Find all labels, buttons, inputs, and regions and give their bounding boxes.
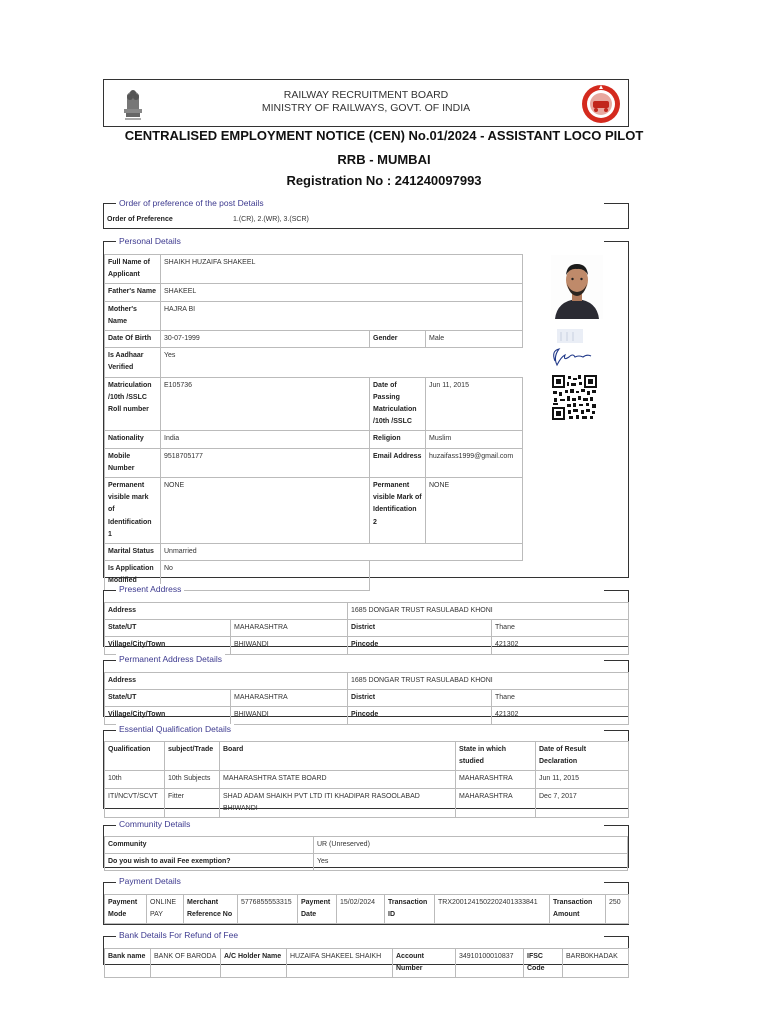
table-row xyxy=(105,544,523,561)
religion-value: Muslim xyxy=(426,431,523,448)
preference-value: 1.(CR), 2.(WR), 3.(SCR) xyxy=(233,216,309,223)
personal-section-title: Personal Details xyxy=(116,236,184,247)
mark2-value: NONE xyxy=(426,478,523,544)
present-state-value: MAHARASHTRA xyxy=(231,620,348,637)
modified-value: No xyxy=(161,561,370,590)
payment-date-value: 15/02/2024 xyxy=(337,895,385,924)
payment-section-title: Payment Details xyxy=(116,876,184,887)
result-date-header: Date of Result Declaration xyxy=(536,742,629,771)
permanent-address-section-title: Permanent Address Details xyxy=(116,654,225,665)
present-state-label: State/UT xyxy=(105,620,231,637)
permanent-address-table xyxy=(104,672,629,725)
qualification-header: Qualification xyxy=(105,742,165,771)
permanent-address-value: 1685 DONGAR TRUST RASULABAD KHONI xyxy=(348,673,629,690)
mark1-label: Permanent visible mark of Identification 1 xyxy=(105,478,161,544)
transaction-amount-value: 250 xyxy=(606,895,629,924)
father-name-value: SHAKEEL xyxy=(161,284,523,301)
holder-name-value: HUZAIFA SHAKEEL SHAIKH xyxy=(287,949,393,978)
preference-label: Order of Preference xyxy=(107,216,173,223)
permanent-state-value: MAHARASHTRA xyxy=(231,690,348,707)
modified-label: Is Application Modified xyxy=(105,561,161,590)
table-row xyxy=(105,949,629,978)
permanent-village-value: BHIWANDI xyxy=(231,707,348,724)
permanent-district-label: District xyxy=(348,690,492,707)
present-address-table xyxy=(104,602,629,655)
payment-date-label: Payment Date xyxy=(298,895,337,924)
board-cell: MAHARASHTRA STATE BOARD xyxy=(220,771,456,788)
subject-header: subject/Trade xyxy=(165,742,220,771)
qualification-table xyxy=(104,741,629,818)
empty-cell xyxy=(370,561,523,590)
board-name: RAILWAY RECRUITMENT BOARD xyxy=(283,89,449,101)
fee-exemption-value: Yes xyxy=(314,854,628,871)
mark2-label: Permanent visible Mark of Identification 2 xyxy=(370,478,426,544)
fee-exemption-label: Do you wish to avail Fee exemption? xyxy=(105,854,314,871)
ifsc-value: BARB0KHADAK xyxy=(563,949,629,978)
present-pincode-value: 421302 xyxy=(492,637,629,654)
matric-date-value: Jun 11, 2015 xyxy=(426,377,523,431)
preference-table xyxy=(104,212,624,228)
transaction-id-value: TRX2001241502202401333841 xyxy=(435,895,550,924)
account-number-value: 34910100010837 xyxy=(456,949,524,978)
notice-title: CENTRALISED EMPLOYMENT NOTICE (CEN) No.01/2024 - ASSISTANT LOCO PILOT xyxy=(124,128,644,143)
state-cell: MAHARASHTRA xyxy=(456,771,536,788)
present-address-section-title: Present Address xyxy=(116,584,184,595)
community-section-title: Community Details xyxy=(116,819,193,830)
bank-section-title: Bank Details For Refund of Fee xyxy=(116,930,241,941)
full-name-value: SHAIKH HUZAIFA SHAKEEL xyxy=(161,255,523,284)
dob-label: Date Of Birth xyxy=(105,331,161,348)
table-row xyxy=(105,448,523,477)
mother-name-label: Mother's Name xyxy=(105,301,161,330)
applicant-photo xyxy=(551,255,603,319)
aadhaar-value: Yes xyxy=(161,348,523,377)
board-cell: SHAD ADAM SHAIKH PVT LTD ITI KHADIPAR RASOOLABAD BHIWANDI xyxy=(220,788,456,817)
transaction-amount-label: Transaction Amount xyxy=(550,895,606,924)
permanent-village-label: Village/City/Town xyxy=(105,707,231,724)
account-number-label: Account Number xyxy=(393,949,456,978)
merchant-ref-label: Merchant Reference No xyxy=(184,895,238,924)
railway-logo-icon xyxy=(581,84,621,124)
qr-code xyxy=(551,374,598,421)
present-village-value: BHIWANDI xyxy=(231,637,348,654)
state-cell: MAHARASHTRA xyxy=(456,788,536,817)
dob-value: 30-07-1999 xyxy=(161,331,370,348)
community-label: Community xyxy=(105,837,314,854)
permanent-address-label: Address xyxy=(105,673,348,690)
preference-section-title: Order of preference of the post Details xyxy=(116,198,267,209)
gender-value: Male xyxy=(426,331,523,348)
bank-table xyxy=(104,948,629,978)
matric-roll-label: Matriculation /10th /SSLC Roll number xyxy=(105,377,161,431)
rrb-name: RRB - MUMBAI xyxy=(337,152,431,167)
merchant-ref-value: 5776855553315 xyxy=(238,895,298,924)
table-row xyxy=(105,707,629,724)
board-header: Board xyxy=(220,742,456,771)
ministry-name: MINISTRY OF RAILWAYS, GOVT. OF INDIA xyxy=(261,102,471,114)
transaction-id-label: Transaction ID xyxy=(385,895,435,924)
ifsc-label: IFSC Code xyxy=(524,949,563,978)
matric-roll-value: E105736 xyxy=(161,377,370,431)
present-village-label: Village/City/Town xyxy=(105,637,231,654)
table-row xyxy=(105,348,523,377)
gender-label: Gender xyxy=(370,331,426,348)
permanent-pincode-value: 421302 xyxy=(492,707,629,724)
table-row xyxy=(105,620,629,637)
full-name-label: Full Name of Applicant xyxy=(105,255,161,284)
present-address-label: Address xyxy=(105,603,348,620)
holder-name-label: A/C Holder Name xyxy=(221,949,287,978)
mobile-label: Mobile Number xyxy=(105,448,161,477)
table-row xyxy=(105,771,629,788)
permanent-district-value: Thane xyxy=(492,690,629,707)
payment-mode-value: ONLINE PAY xyxy=(147,895,184,924)
present-district-value: Thane xyxy=(492,620,629,637)
result-date-cell: Dec 7, 2017 xyxy=(536,788,629,817)
nationality-label: Nationality xyxy=(105,431,161,448)
mother-name-value: HAJRA BI xyxy=(161,301,523,330)
subject-cell: Fitter xyxy=(165,788,220,817)
result-date-cell: Jun 11, 2015 xyxy=(536,771,629,788)
applicant-signature xyxy=(547,327,595,371)
header-box xyxy=(103,79,629,127)
email-value: huzaifass1999@gmail.com xyxy=(426,448,523,477)
religion-label: Religion xyxy=(370,431,426,448)
table-row xyxy=(105,837,628,854)
table-row xyxy=(105,284,523,301)
bank-name-label: Bank name xyxy=(105,949,151,978)
qualification-section-title: Essential Qualification Details xyxy=(116,724,234,735)
marital-value: Unmarried xyxy=(161,544,523,561)
table-row xyxy=(105,854,628,871)
table-row xyxy=(105,331,523,348)
present-district-label: District xyxy=(348,620,492,637)
aadhaar-label: Is Aadhaar Verified xyxy=(105,348,161,377)
table-row xyxy=(105,742,629,771)
table-row xyxy=(105,637,629,654)
present-pincode-label: Pincode xyxy=(348,637,492,654)
permanent-pincode-label: Pincode xyxy=(348,707,492,724)
table-row xyxy=(105,255,523,284)
qualification-cell: 10th xyxy=(105,771,165,788)
table-row xyxy=(104,212,624,228)
payment-table xyxy=(104,894,629,924)
table-row xyxy=(105,478,523,544)
email-label: Email Address xyxy=(370,448,426,477)
present-address-value: 1685 DONGAR TRUST RASULABAD KHONI xyxy=(348,603,629,620)
table-row xyxy=(105,690,629,707)
subject-cell: 10th Subjects xyxy=(165,771,220,788)
community-table xyxy=(104,836,628,871)
matric-date-label: Date of Passing Matriculation /10th /SSLC xyxy=(370,377,426,431)
table-row xyxy=(105,377,523,431)
table-row xyxy=(105,431,523,448)
father-name-label: Father's Name xyxy=(105,284,161,301)
permanent-state-label: State/UT xyxy=(105,690,231,707)
table-row xyxy=(105,895,629,924)
bank-name-value: BANK OF BARODA xyxy=(151,949,221,978)
community-value: UR (Unreserved) xyxy=(314,837,628,854)
mobile-value: 9518705177 xyxy=(161,448,370,477)
marital-label: Marital Status xyxy=(105,544,161,561)
nationality-value: India xyxy=(161,431,370,448)
personal-table xyxy=(104,254,523,591)
mark1-value: NONE xyxy=(161,478,370,544)
registration-number: Registration No : 241240097993 xyxy=(286,173,482,188)
table-row xyxy=(105,788,629,817)
state-header: State in which studied xyxy=(456,742,536,771)
table-row xyxy=(105,301,523,330)
table-row xyxy=(105,603,629,620)
payment-mode-label: Payment Mode xyxy=(105,895,147,924)
qualification-cell: ITI/NCVT/SCVT xyxy=(105,788,165,817)
table-row xyxy=(105,673,629,690)
